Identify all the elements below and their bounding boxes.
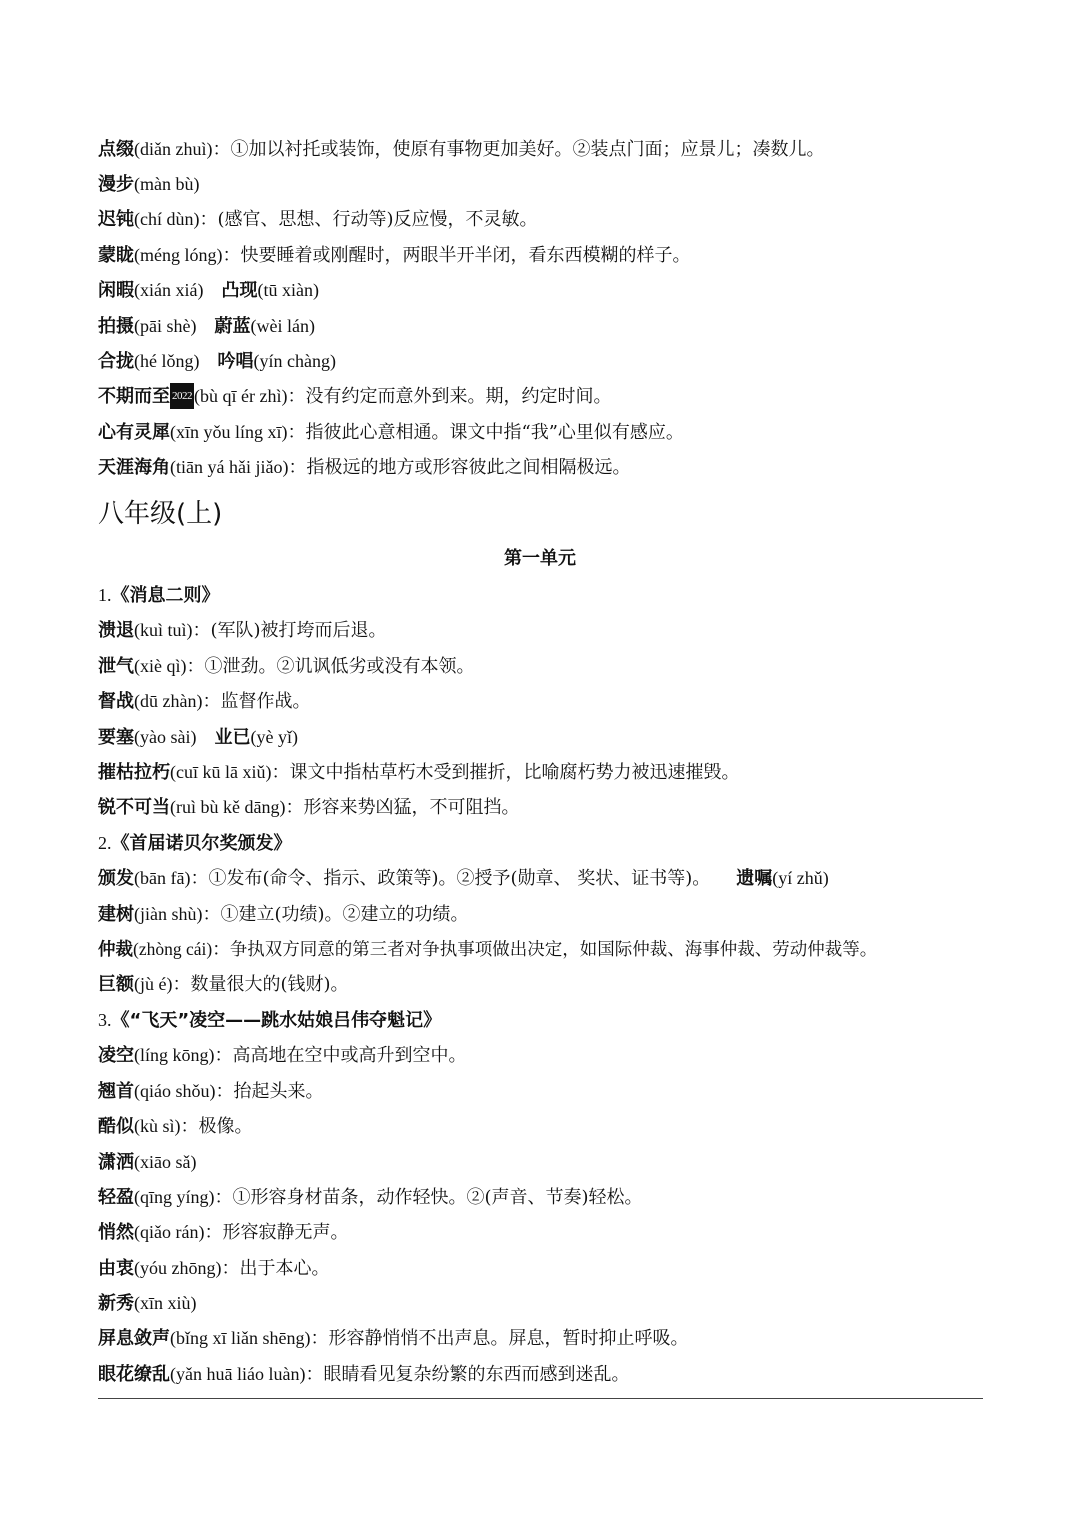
- entry-definition: ：①发布(命令、指示、政策等)。②授予(勋章、 奖状、证书等)。: [190, 868, 711, 889]
- entry-definition: ：监督作战。: [202, 691, 311, 712]
- entry-pinyin: (tū xiàn): [257, 280, 319, 300]
- entry-pinyin: (jiàn shù): [134, 904, 203, 924]
- entry-pinyin: (méng lóng): [134, 245, 223, 265]
- entry-word: 不期而至: [98, 386, 170, 407]
- vocab-entry: [98, 171, 982, 198]
- entry-word: 闲暇: [98, 280, 134, 301]
- entry-definition: ：形容来势凶猛，不可阻挡。: [285, 797, 520, 818]
- entry-pinyin: (ruì bù kě dāng): [170, 797, 286, 817]
- entry-pinyin: (màn bù): [134, 174, 200, 194]
- entry-pinyin: (xián xiá): [134, 280, 204, 300]
- entry-pinyin: (tiān yá hǎi jiǎo): [170, 457, 289, 477]
- entry-definition: ：争执双方同意的第三者对争执事项做出决定，如国际仲裁、海事仲裁、劳动仲裁等。: [212, 940, 878, 960]
- lesson-name: 《“飞天”凌空——跳水姑娘吕伟夺魁记》: [111, 1010, 442, 1031]
- entry-word: 漫步: [98, 174, 134, 195]
- entry-word: 仲裁: [98, 940, 133, 960]
- entry-word: 眼花缭乱: [98, 1364, 170, 1385]
- entry-definition: ：形容静悄悄不出声息。屏息，暂时抑止呼吸。: [310, 1328, 689, 1349]
- entry-word: 摧枯拉朽: [98, 762, 170, 783]
- entry-definition: ：没有约定而意外到来。期，约定时间。: [287, 386, 612, 407]
- entry-pinyin: (hé lǒng): [134, 351, 200, 371]
- entry-pinyin: (xīn xiù): [134, 1293, 197, 1313]
- entry-word: 天涯海角: [98, 457, 170, 478]
- entry-word: 蒙眬: [98, 245, 134, 266]
- vocab-pair: [98, 277, 982, 304]
- entry-pinyin: (xiè qì): [134, 656, 187, 676]
- entry-word: 建树: [98, 904, 134, 925]
- vocab-entry: [98, 1078, 982, 1105]
- entry-definition: ：(军队)被打垮而后退。: [192, 620, 387, 641]
- vocab-entry: [98, 794, 982, 821]
- entry-word: 业已: [214, 727, 251, 748]
- entry-word: 合拢: [98, 351, 134, 372]
- lesson-title: [98, 830, 982, 857]
- entry-pinyin: (kuì tuì): [134, 620, 193, 640]
- entry-word: 酷似: [98, 1116, 134, 1137]
- entry-pinyin: (jù é): [134, 974, 173, 994]
- lesson-title: [98, 582, 982, 609]
- entry-definition: ：课文中指枯草朽木受到摧折，比喻腐朽势力被迅速摧毁。: [271, 762, 740, 783]
- entry-word: 悄然: [98, 1222, 134, 1243]
- vocab-entry: [98, 936, 982, 963]
- vocab-entry: [98, 759, 982, 786]
- vocab-entry: [98, 901, 982, 928]
- entry-pinyin: (yè yǐ): [250, 727, 298, 747]
- entry-definition: ：①建立(功绩)。②建立的功绩。: [202, 904, 469, 925]
- vocab-entry: [98, 454, 982, 481]
- entry-pinyin: (xīn yǒu líng xī): [170, 422, 288, 442]
- entry-definition: ：眼睛看见复杂纷繁的东西而感到迷乱。: [305, 1364, 630, 1385]
- vocab-entry: [98, 865, 982, 892]
- vocab-pair: [98, 313, 982, 340]
- entry-definition: ：指彼此心意相通。课文中指“我”心里似有感应。: [287, 422, 684, 443]
- entry-word: 督战: [98, 691, 134, 712]
- entry-word: 新秀: [98, 1293, 134, 1314]
- lesson-number: 2.: [98, 833, 112, 853]
- entry-word: 巨额: [98, 974, 134, 995]
- entry-pinyin: (dū zhàn): [134, 691, 203, 711]
- entry-pinyin: (chí dùn): [134, 209, 200, 229]
- entry-word: 凌空: [98, 1045, 134, 1066]
- lesson-name: 《消息二则》: [111, 585, 220, 606]
- vocab-entry: [98, 1184, 982, 1211]
- entry-pinyin: (wèi lán): [250, 316, 315, 336]
- entry-definition: ：①泄劲。②讥讽低劣或没有本领。: [186, 656, 475, 677]
- entry-word: 翘首: [98, 1081, 134, 1102]
- vocab-entry: [98, 206, 982, 233]
- vocab-entry: [98, 136, 982, 163]
- vocab-entry: [98, 1255, 982, 1282]
- entry-definition: ：出于本心。: [221, 1258, 330, 1279]
- grade-heading: 八年级(上): [98, 499, 223, 529]
- vocab-entry: [98, 971, 982, 998]
- entry-word: 要塞: [98, 727, 134, 748]
- entry-definition: ：(感官、思想、行动等)反应慢，不灵敏。: [199, 209, 538, 230]
- entry-word: 吟唱: [217, 351, 254, 372]
- entry-word: 迟钝: [98, 209, 134, 230]
- entry-definition: ：高高地在空中或高升到空中。: [214, 1045, 467, 1066]
- entry-definition: ：极像。: [180, 1116, 253, 1137]
- entry-word: 点缀: [98, 139, 134, 160]
- entry-word: 蔚蓝: [214, 316, 251, 337]
- year-badge: 2022: [170, 383, 194, 409]
- lesson-number: 3.: [98, 1010, 112, 1030]
- entry-pinyin: (pāi shè): [134, 316, 197, 336]
- entry-pinyin: (qiǎo rán): [134, 1222, 205, 1242]
- entry-word: 凸现: [221, 280, 258, 301]
- entry-definition: ：数量很大的(钱财)。: [172, 974, 349, 995]
- entry-pinyin: (yí zhǔ): [772, 868, 829, 888]
- vocab-entry: [98, 688, 982, 715]
- vocab-entry: [98, 419, 982, 446]
- entry-word: 轻盈: [98, 1187, 134, 1208]
- vocab-entry: [98, 1113, 982, 1140]
- vocab-entry: [98, 1325, 982, 1352]
- entry-pinyin: (bù qī ér zhì): [194, 386, 288, 406]
- entry-pinyin: (yào sài): [134, 727, 197, 747]
- lesson-number: 1.: [98, 585, 112, 605]
- entry-pinyin: (bǐng xī liǎn shēng): [170, 1328, 311, 1348]
- entry-pinyin: (bān fā): [134, 868, 191, 888]
- vocab-entry: [98, 383, 982, 410]
- vocab-entry: [98, 1290, 982, 1317]
- entry-word: 屏息敛声: [98, 1328, 170, 1349]
- footer-divider: [98, 1398, 983, 1399]
- entry-definition: ：①形容身材苗条，动作轻快。②(声音、节奏)轻松。: [214, 1187, 643, 1208]
- entry-definition: ：抬起头来。: [215, 1081, 324, 1102]
- entry-word: 潇洒: [98, 1152, 134, 1173]
- entry-word: 心有灵犀: [98, 422, 170, 443]
- entry-pinyin: (zhòng cái): [133, 939, 213, 959]
- entry-pinyin: (qiáo shǒu): [134, 1081, 216, 1101]
- vocab-pair: [98, 724, 982, 751]
- entry-word: 遗嘱: [736, 868, 773, 889]
- entry-pinyin: (diǎn zhuì): [134, 139, 213, 159]
- vocab-entry: [98, 1361, 982, 1388]
- entry-pinyin: (cuī kū lā xiǔ): [170, 762, 272, 782]
- vocab-pair: [98, 348, 982, 375]
- entry-word: 由衷: [98, 1258, 134, 1279]
- entry-definition: ：快要睡着或刚醒时，两眼半开半闭，看东西模糊的样子。: [222, 245, 691, 266]
- entry-word: 拍摄: [98, 316, 134, 337]
- entry-word: 颁发: [98, 868, 134, 889]
- vocab-entry: [98, 242, 982, 269]
- entry-definition: ：形容寂静无声。: [204, 1222, 349, 1243]
- lesson-title: [98, 1007, 982, 1034]
- entry-pinyin: (yóu zhōng): [134, 1258, 222, 1278]
- entry-word: 锐不可当: [98, 797, 170, 818]
- vocab-entry: [98, 653, 982, 680]
- entry-pinyin: (xiāo sǎ): [134, 1152, 197, 1172]
- entry-definition: ：指极远的地方或形容彼此之间相隔极远。: [288, 457, 631, 478]
- entry-pinyin: (qīng yíng): [134, 1187, 215, 1207]
- entry-pinyin: (líng kōng): [134, 1045, 215, 1065]
- unit-heading: 第一单元: [504, 548, 576, 569]
- entry-pinyin: (yǎn huā liáo luàn): [170, 1364, 306, 1384]
- lesson-name: 《首届诺贝尔奖颁发》: [111, 833, 292, 854]
- entry-pinyin: (yín chàng): [253, 351, 336, 371]
- vocab-entry: [98, 1042, 982, 1069]
- vocab-entry: [98, 1149, 982, 1176]
- entry-word: 泄气: [98, 656, 134, 677]
- vocab-entry: [98, 617, 982, 644]
- entry-word: 溃退: [98, 620, 134, 641]
- vocab-entry: [98, 1219, 982, 1246]
- entry-definition: ：①加以衬托或装饰，使原有事物更加美好。②装点门面；应景儿；凑数儿。: [212, 139, 825, 160]
- entry-pinyin: (kù sì): [134, 1116, 181, 1136]
